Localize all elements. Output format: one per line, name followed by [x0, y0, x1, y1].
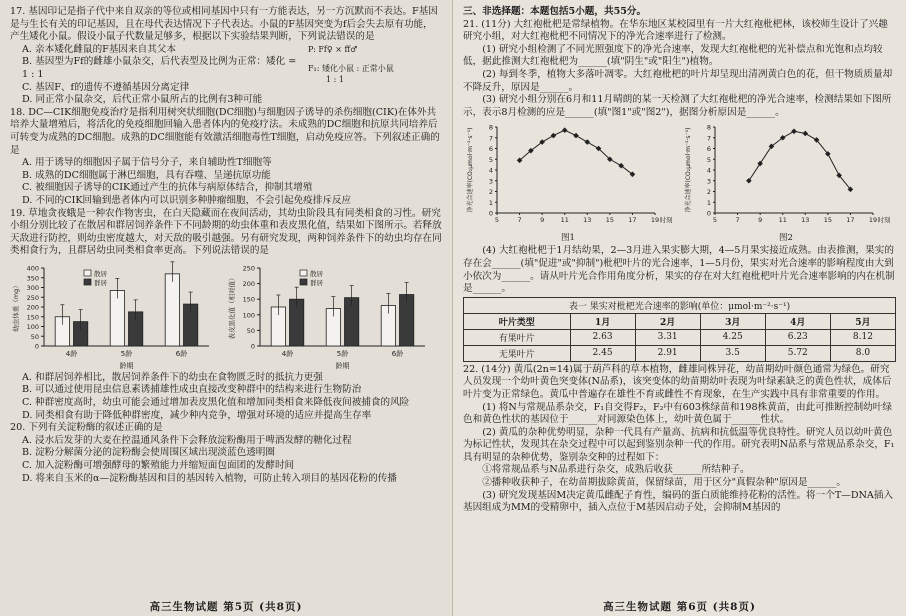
data-point — [757, 161, 763, 167]
y-tick-label: 4 — [706, 166, 711, 175]
y-tick-label: 200 — [242, 279, 255, 288]
table-header-cell: 2月 — [635, 313, 700, 329]
q20-opt-b: B. 淀粉分解菌分泌的淀粉酶会使周围区域出现淡蓝色透明圈 — [22, 447, 275, 459]
x-tick-label: 7 — [517, 216, 522, 225]
q17-opt-b2: 1 : 1 — [22, 68, 44, 80]
y-tick-label: 300 — [26, 283, 39, 292]
q20-opt-d: D. 将来自玉米的α—淀粉酶基因和目的基因转入植物，可防止转入项目的基因花粉的传播 — [22, 472, 397, 484]
q22-sub1: (1) 将N与常规品系杂交，F₁自交得F₂，F₂中有603株绿苗和198株黄苗，由此可推断控制幼叶绿色和黄色性状的基因位于______对同源染色体上，幼叶黄色属于______性状。 — [463, 401, 892, 426]
y-tick-label: 7 — [706, 134, 711, 143]
table-cell: 8.12 — [830, 329, 895, 345]
legend-swatch — [300, 279, 307, 285]
q21-line-charts — [463, 121, 896, 243]
y-tick-label: 3 — [488, 177, 493, 186]
table-cell: 2.91 — [635, 345, 700, 361]
x-tick-label: 5龄 — [120, 349, 133, 358]
q21-sub4: (4) 大红袍枇杷于1月结幼果，2—3月进入果实膨大期，4—5月果实接近成熟。由表推测，果实的存在会______(填"促进"或"抑制")枇杷叶片的光合速率，1—5月份，果实对光合速率的影响程度由大到小依次为______。请从叶片光合作用角度分析，果实的存在对大红袍枇杷叶片光合速率影响的内在机制是______。 — [463, 245, 895, 295]
y-tick-label: 150 — [26, 313, 39, 322]
table-header-cell: 3月 — [700, 313, 765, 329]
x-tick-label: 4龄 — [281, 349, 294, 358]
y-tick-label: 250 — [26, 293, 39, 302]
x-tick-label: 9 — [758, 216, 763, 225]
x-tick-label: 4龄 — [65, 349, 78, 358]
data-point — [791, 129, 797, 135]
q19-opt-b: B. 可以通过使用昆虫信息素诱捕雄性成虫直接改变种群中的结构来进行生物防治 — [22, 384, 362, 396]
y-tick-label: 150 — [242, 295, 255, 304]
q17-opt-a: A. 亲本矮化雌鼠的F基因来自其父本 — [22, 43, 176, 55]
cross-f1: F₁: 矮化小鼠 : 正常小鼠 — [308, 63, 394, 73]
x-tick-label: 19 — [650, 216, 660, 225]
x-tick-label: 11 — [778, 216, 787, 225]
y-tick-label: 5 — [488, 156, 493, 165]
q17-cross-diagram — [308, 44, 428, 85]
x-tick-label: 17 — [846, 216, 855, 225]
y-tick-label: 4 — [488, 166, 493, 175]
x-tick-label: 9 — [540, 216, 545, 225]
data-point — [573, 133, 579, 139]
legend-label: 群居 — [310, 278, 323, 287]
y-tick-label: 1 — [488, 199, 493, 208]
x-tick-label: 5 — [494, 216, 500, 225]
x-tick-label: 13 — [583, 216, 592, 225]
y-tick-label: 200 — [26, 303, 39, 312]
table-cell: 4.25 — [700, 329, 765, 345]
table-cell: 有果叶片 — [464, 329, 571, 345]
y-tick-label: 0 — [706, 209, 711, 218]
y-tick-label: 50 — [246, 326, 255, 335]
q20-opt-a: A. 浸水后发芽的大麦在控温通风条件下会释放淀粉酶用于啤酒发酵的糖化过程 — [22, 434, 352, 446]
x-tick-label: 19 — [868, 216, 878, 225]
x-axis-label: 龄期 — [335, 361, 350, 370]
q22-sub2: (2) 黄瓜的杂种优势明显，杂种一代具有产量高、抗病和抗低温等优良特性。研究人员以幼叶黄色为标记性状，发现其在杂交过程中可以起到鉴别杂种一代的作用。研究表明N品系与常规品系杂交，F₁具有明显的杂种优势，鉴别杂交种的过程如下： — [463, 426, 895, 463]
data-point — [802, 131, 808, 137]
q19-opt-c: C. 种群密度高时，幼虫可能会通过增加表皮黑化值和增加同类相食来降低夜间被捕食的风险 — [22, 397, 410, 409]
q18-opt-b: B. 成熟的DC细胞属于淋巴细胞，具有吞噬、呈递抗原功能 — [22, 169, 271, 181]
legend-swatch — [84, 270, 91, 276]
y-axis-label: 表皮黑化值（相对值） — [228, 274, 236, 340]
q21-fig2-svg — [681, 121, 891, 231]
q22-step2: ②播种收获种子，在幼苗期拔除黄苗，保留绿苗，用于区分"真假杂种"原因是______。 — [482, 477, 846, 489]
x-tick-label: 13 — [801, 216, 810, 225]
q21-stem: 21. (11分) 大红袍枇杷是常绿植物。在华东地区某校园里有一片大红袍枇杷林，该校师生设计了兴趣研究小组，对大红袍枇杷不同情况下的净光合速率进行了检测。 — [463, 18, 888, 43]
x-tick-label: 6龄 — [175, 349, 188, 358]
y-tick-label: 3 — [706, 177, 711, 186]
q20-opt-c: C. 加入淀粉酶可增强酵母的繁殖能力并缩短面包面团的发酵时间 — [22, 460, 295, 472]
table-cell: 3.31 — [635, 329, 700, 345]
q19-opt-d: D. 同类相食有助于降低种群密度，减少种内竞争，增强对环境的适应并提高生存率 — [22, 409, 372, 421]
q21-fig1-svg — [463, 121, 673, 231]
q21-fig1 — [463, 121, 673, 243]
table-header-cell: 5月 — [830, 313, 895, 329]
x-axis-label: 龄期 — [119, 361, 134, 370]
data-point — [562, 128, 568, 134]
table-row — [464, 329, 896, 345]
y-tick-label: 2 — [488, 188, 493, 197]
q20-stem: 20. 下列有关淀粉酶的叙述正确的是 — [10, 422, 163, 434]
y-tick-label: 8 — [488, 123, 493, 132]
table-cell: 无果叶片 — [464, 345, 571, 361]
q22-step1: ①将常规品系与N品系进行杂交，成熟后收获______所结种子。 — [482, 464, 750, 476]
legend-label: 群居 — [94, 278, 107, 287]
table-cell: 2.45 — [570, 345, 635, 361]
y-tick-label: 6 — [706, 145, 711, 154]
y-tick-label: 2 — [706, 188, 711, 197]
table-cell: 6.23 — [765, 329, 830, 345]
table-header-cell: 4月 — [765, 313, 830, 329]
table-header-cell: 叶片类型 — [464, 313, 571, 329]
cross-ratio: 1 : 1 — [326, 74, 344, 84]
y-axis-label: 净光合速率(CO₂μmol·m⁻²·s⁻¹) — [467, 127, 474, 213]
legend-swatch — [300, 270, 307, 276]
table-cell: 8.0 — [830, 345, 895, 361]
y-tick-label: 0 — [250, 342, 255, 351]
table-row — [464, 345, 896, 361]
q21-sub1: (1) 研究小组检测了不同光照强度下的净光合速率，发现大红袍枇杷的光补偿点和光饱和点均较低，据此推测大红袍枇杷为______(填"阴生"或"阳生")植物。 — [463, 43, 883, 68]
y-tick-label: 50 — [30, 332, 39, 341]
y-tick-label: 0 — [488, 209, 493, 218]
x-tick-label: 15 — [605, 216, 614, 225]
y-tick-label: 100 — [242, 311, 255, 320]
x-tick-label: 17 — [628, 216, 637, 225]
q17-stem: 17. 基因印记是指子代中来自双亲的等位或相同基因中只有一方能表达，另一方沉默而不表达。F基因是与生长有关的印记基因，且在母代表达情况下子代表达。小鼠的F基因突变为f后会失去原有功能，产生矮化小鼠。假设小鼠子代数量足够多，根据以下实验结果判断，下列说法错误的是 — [10, 6, 438, 43]
bar — [110, 290, 124, 346]
y-tick-label: 7 — [488, 134, 493, 143]
series-line — [749, 132, 851, 190]
x-axis-label: 时刻 — [659, 216, 673, 225]
x-tick-label: 11 — [560, 216, 569, 225]
table-cell: 2.63 — [570, 329, 635, 345]
q18-opt-d: D. 不同的CIK回输到患者体内可以识别多种肿瘤细胞，不会引起免疫排斥反应 — [22, 194, 352, 206]
q22-sub3: (3) 研究发现基因M决定黄瓜雌配子育性，编码的蛋白质能维持花粉的活性。将一个T—DNA插入基因组成为MM的受精卵中，插入点位于M基因启动子处，会抑制M基因的 — [463, 489, 894, 514]
x-tick-label: 6龄 — [391, 349, 404, 358]
data-point — [551, 133, 557, 139]
x-tick-label: 15 — [823, 216, 832, 225]
q21-fig1-label: 图1 — [561, 233, 575, 244]
data-point — [584, 140, 590, 146]
cross-p: P: Ff♀ × ff♂ — [308, 44, 358, 54]
y-tick-label: 6 — [488, 145, 493, 154]
y-tick-label: 0 — [34, 342, 39, 351]
data-point — [746, 178, 752, 184]
q22-stem: 22. (14分) 黄瓜(2n=14)属于葫芦科的草本植物，雌雄同株异花，幼苗期幼叶颜色通常为绿色。研究人员发现一个幼叶黄色突变体(N品系)，该突变体的幼苗期幼叶表现为叶绿素缺乏的黄色性状，成体后叶片变为正常绿色。黄瓜中普遍存在雄性不育或雌性不育现象，在生产实践中具有非常重要的作用。 — [463, 363, 892, 400]
legend-label: 散居 — [94, 269, 107, 278]
y-tick-label: 350 — [26, 274, 39, 283]
q18-stem: 18. DC—CIK细胞免疫治疗是指利用树突状细胞(DC细胞)与细胞因子诱导的杀伤细胞(CIK)在体外共培养大量增殖后，将活化的免疫细胞回输入患者体内的免疫疗法。未成熟的DC细胞和抗原共同培养后可转变为成熟的DC细胞。成熟的DC细胞能有效激活细胞毒性T细胞，启动免疫应答。下列叙述正确的是 — [10, 106, 440, 156]
x-tick-label: 5 — [712, 216, 718, 225]
table-cell: 3.5 — [700, 345, 765, 361]
q21-table-header — [464, 313, 896, 329]
page-right — [453, 0, 906, 616]
section-heading: 三、非选择题：本题包括5小题，共55分。 — [463, 6, 647, 17]
bar — [165, 274, 179, 346]
q21-sub3: (3) 研究小组分别在6月和11月晴朗的某一天检测了大红袍枇杷的净光合速率，检测结果如下图所示，表示8月检测的应是______(填"图1"或"图2")，据图分析原因是______。 — [463, 94, 892, 118]
x-tick-label: 7 — [735, 216, 740, 225]
q21-sub2: (2) 每到冬季，植物大多落叶凋零。大红袍枇杷的叶片却呈现出清冽黄白色的花，但干物质质量却不降反升，原因是______。 — [463, 68, 893, 93]
q19-charts — [10, 260, 442, 370]
y-axis-label: 净光合速率(CO₂μmol·m⁻²·s⁻¹) — [685, 127, 692, 213]
q19-stem: 19. 草地贪夜蛾是一种农作物害虫，在白天隐藏而在夜间活动，其幼虫阶段具有同类相食的习性。研究小组分别比较了在散居和群居饲养条件下不同龄期的幼虫体重和表皮黑化值，结果如下图所示。若释放天敌进行防控，则幼虫密度越大，对天敌的吸引越强。另有研究发现，两种饲养条件下的幼虫均存在同类相食行为，且群居幼虫同类相食率更高。下列说法错误的是 — [10, 207, 442, 257]
q21-fig2 — [681, 121, 891, 243]
y-tick-label: 1 — [706, 199, 711, 208]
page-footer-right: 高三生物试题 第6页 (共8页) — [603, 601, 756, 613]
y-axis-label: 幼虫体重（mg） — [12, 282, 20, 332]
q18-opt-a: A. 用于诱导的细胞因子属于信号分子，来自辅助性T细胞等 — [22, 157, 272, 169]
table-cell: 5.72 — [765, 345, 830, 361]
x-axis-label: 时刻 — [877, 216, 891, 225]
q21-fig2-label: 图2 — [779, 233, 793, 244]
y-tick-label: 250 — [242, 264, 255, 273]
q19-bar-chart-weight — [10, 260, 210, 370]
legend-swatch — [84, 279, 91, 285]
q19-bar-chart-melanin — [226, 260, 426, 370]
y-tick-label: 400 — [26, 264, 39, 273]
y-tick-label: 100 — [26, 322, 39, 331]
q17-opt-d: D. 同正常小鼠杂交，后代正常小鼠所占的比例有3种可能 — [22, 94, 263, 106]
y-tick-label: 8 — [706, 123, 711, 132]
y-tick-label: 5 — [706, 156, 711, 165]
page-footer-left: 高三生物试题 第5页 (共8页) — [149, 601, 303, 613]
q21-table-title: 表一 果实对枇杷光合速率的影响(单位：μmol·m⁻²·s⁻¹) — [464, 297, 896, 313]
legend-label: 散居 — [310, 269, 323, 278]
table-header-cell: 1月 — [570, 313, 635, 329]
x-tick-label: 5龄 — [336, 349, 349, 358]
q17-opt-c: C. 基因F、f的遗传不遵循基因分离定律 — [22, 81, 190, 93]
q17-opt-b: B. 基因型为Ff的雌雄小鼠杂交，后代表型及比例为正常：矮化 = — [22, 56, 297, 68]
q21-table — [463, 297, 896, 362]
q19-opt-a: A. 和群居饲养相比，散居饲养条件下的幼虫在食物匮乏时的抵抗力更强 — [22, 371, 323, 383]
q18-opt-c: C. 被细胞因子诱导的CIK通过产生的抗体与病原体结合，抑制其增殖 — [22, 182, 313, 194]
